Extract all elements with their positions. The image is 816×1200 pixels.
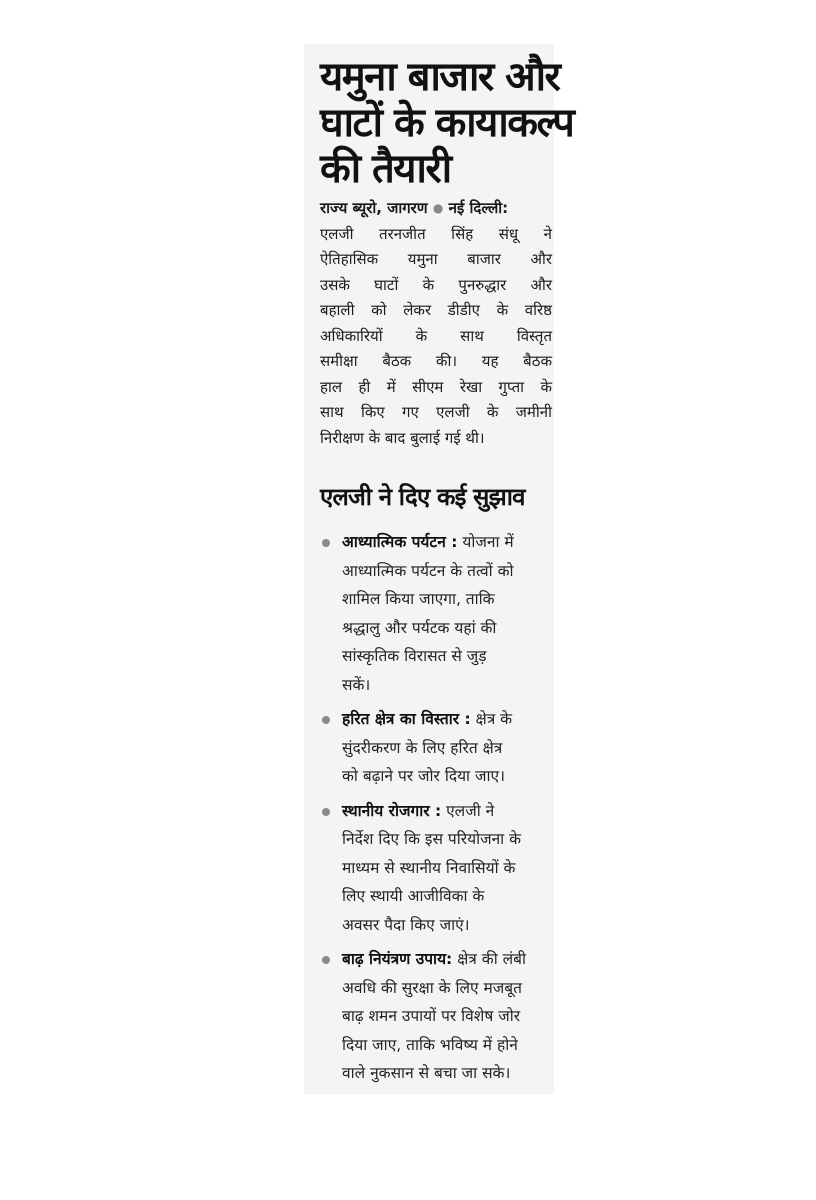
- suggestion-line: सुंदरीकरण के लिए हरित क्षेत्र: [342, 738, 503, 757]
- bullet-icon: [322, 539, 330, 547]
- article-body: [320, 196, 552, 451]
- body-line: समीक्षा बैठक की। यह बैठक: [320, 352, 552, 370]
- suggestion-text: क्षेत्र के: [470, 710, 513, 728]
- suggestion-line: अवधि की सुरक्षा के लिए मजबूत: [342, 978, 522, 997]
- suggestion-line: लिए स्थायी आजीविका के: [342, 887, 485, 905]
- headline-line: घाटों के कायाकल्प: [320, 100, 574, 146]
- suggestion-item: [318, 797, 554, 940]
- suggestion-line: श्रद्धालु और पर्यटक यहां की: [342, 618, 497, 637]
- dateline-bullet: ●: [432, 201, 444, 215]
- body-line: हाल ही में सीएम रेखा गुप्ता के: [320, 377, 552, 396]
- suggestion-line: सकें।: [342, 675, 371, 694]
- suggestion-text: एलजी ने: [441, 801, 495, 820]
- suggestion-term: स्थानीय रोजगार :: [342, 801, 442, 820]
- suggestion-line: शामिल किया जाएगा, ताकि: [342, 590, 495, 608]
- headline-line: यमुना बाजार और: [320, 54, 560, 100]
- suggestion-line: माध्यम से स्थानीय निवासियों के: [342, 858, 516, 877]
- suggestion-item: [318, 945, 554, 1088]
- suggestion-item: [318, 528, 554, 699]
- body-line: निरीक्षण के बाद बुलाई गई थी।: [320, 428, 485, 447]
- suggestion-term: बाढ़ नियंत्रण उपाय:: [342, 950, 453, 968]
- dateline: [320, 196, 552, 222]
- suggestion-list: [318, 528, 554, 1094]
- bullet-icon: [322, 808, 330, 816]
- body-line: अधिकारियों के साथ विस्तृत: [320, 326, 552, 345]
- suggestion-text: योजना में: [457, 533, 514, 551]
- body-line: एलजी तरनजीत सिंह संधू ने: [320, 224, 552, 243]
- suggestion-term: हरित क्षेत्र का विस्तार :: [342, 710, 471, 728]
- bullet-icon: [322, 716, 330, 724]
- suggestion-line: को बढ़ाने पर जोर दिया जाए।: [342, 767, 505, 785]
- suggestion-term: आध्यात्मिक पर्यटन :: [342, 533, 458, 551]
- suggestion-text: क्षेत्र की लंबी: [452, 950, 527, 968]
- suggestion-line: वाले नुकसान से बचा जा सके।: [342, 1064, 511, 1082]
- dateline-source: राज्य ब्यूरो, जागरण: [320, 199, 428, 217]
- suggestion-item: [318, 705, 554, 791]
- bullet-icon: [322, 956, 330, 964]
- subheading: एलजी ने दिए कई सुझाव: [320, 483, 525, 511]
- headline-line: की तैयारी: [320, 146, 451, 192]
- body-line: साथ किए गए एलजी के जमीनी: [320, 403, 552, 421]
- suggestion-line: अवसर पैदा किए जाएं।: [342, 915, 470, 934]
- suggestion-line: बाढ़ शमन उपायों पर विशेष जोर: [342, 1007, 521, 1025]
- suggestion-line: दिया जाए, ताकि भविष्य में होने: [342, 1035, 518, 1054]
- suggestion-line: सांस्कृतिक विरासत से जुड़: [342, 647, 487, 665]
- body-line: बहाली को लेकर डीडीए के वरिष्ठ: [320, 301, 552, 319]
- dateline-place: नई दिल्ली:: [448, 199, 509, 217]
- suggestion-line: आध्यात्मिक पर्यटन के तत्वों को: [342, 561, 514, 580]
- body-line: उसके घाटों के पुनरुद्धार और: [320, 275, 552, 294]
- body-line: ऐतिहासिक यमुना बाजार और: [320, 250, 552, 268]
- suggestion-line: निर्देश दिए कि इस परियोजना के: [342, 830, 522, 848]
- headline: [320, 54, 574, 192]
